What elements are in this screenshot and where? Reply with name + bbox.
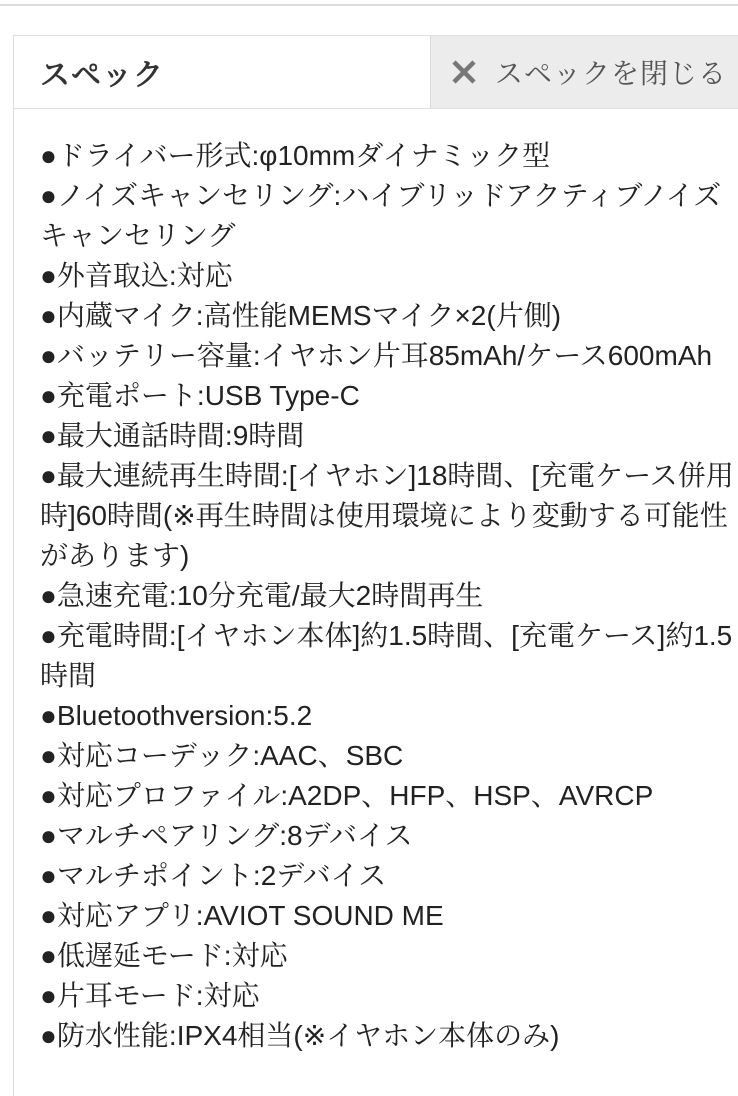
spec-panel-title: スペック <box>40 59 164 92</box>
spec-panel-header <box>13 35 738 109</box>
spec-item: ●最大連続再生時間:[イヤホン]18時間、[充電ケース併用時]60時間(※再生時間は使用環境により変動する可能性があります) <box>40 460 734 571</box>
spec-close-label: スペックを閉じる <box>495 58 728 89</box>
spec-item: ●マルチペアリング:8デバイス <box>40 820 413 851</box>
spec-item: ●充電時間:[イヤホン本体]約1.5時間、[充電ケース]約1.5時間 <box>40 620 733 691</box>
spec-item: ●対応コーデック:AAC、SBC <box>40 740 404 771</box>
spec-list <box>13 109 738 1096</box>
spec-item: ●対応プロファイル:A2DP、HFP、HSP、AVRCP <box>40 780 654 811</box>
spec-item: ●外音取込:対応 <box>40 260 233 291</box>
spec-item: ●低遅延モード:対応 <box>40 940 288 971</box>
spec-item: ●最大通話時間:9時間 <box>40 420 305 451</box>
page-top-divider <box>0 4 738 6</box>
spec-item: ●対応アプリ:AVIOT SOUND ME <box>40 900 444 931</box>
spec-item: ●Bluetoothversion:5.2 <box>40 700 313 731</box>
spec-item: ●急速充電:10分充電/最大2時間再生 <box>40 580 484 611</box>
spec-item: ●内蔵マイク:高性能MEMSマイク×2(片側) <box>40 300 562 331</box>
spec-item: ●ドライバー形式:φ10mmダイナミック型 <box>40 140 551 171</box>
spec-item: ●充電ポート:USB Type-C <box>40 380 360 411</box>
spec-item: ●バッテリー容量:イヤホン片耳85mAh/ケース600mAh <box>40 340 713 371</box>
spec-panel <box>13 35 738 1096</box>
close-icon <box>451 59 477 85</box>
spec-item: ●片耳モード:対応 <box>40 980 260 1011</box>
spec-item: ●防水性能:IPX4相当(※イヤホン本体のみ) <box>40 1020 560 1051</box>
spec-close-button[interactable] <box>430 36 738 108</box>
spec-title-cell <box>14 36 430 108</box>
spec-item: ●マルチポイント:2デバイス <box>40 860 387 891</box>
spec-item: ●ノイズキャンセリング:ハイブリッドアクティブノイズキャンセリング <box>40 180 722 251</box>
